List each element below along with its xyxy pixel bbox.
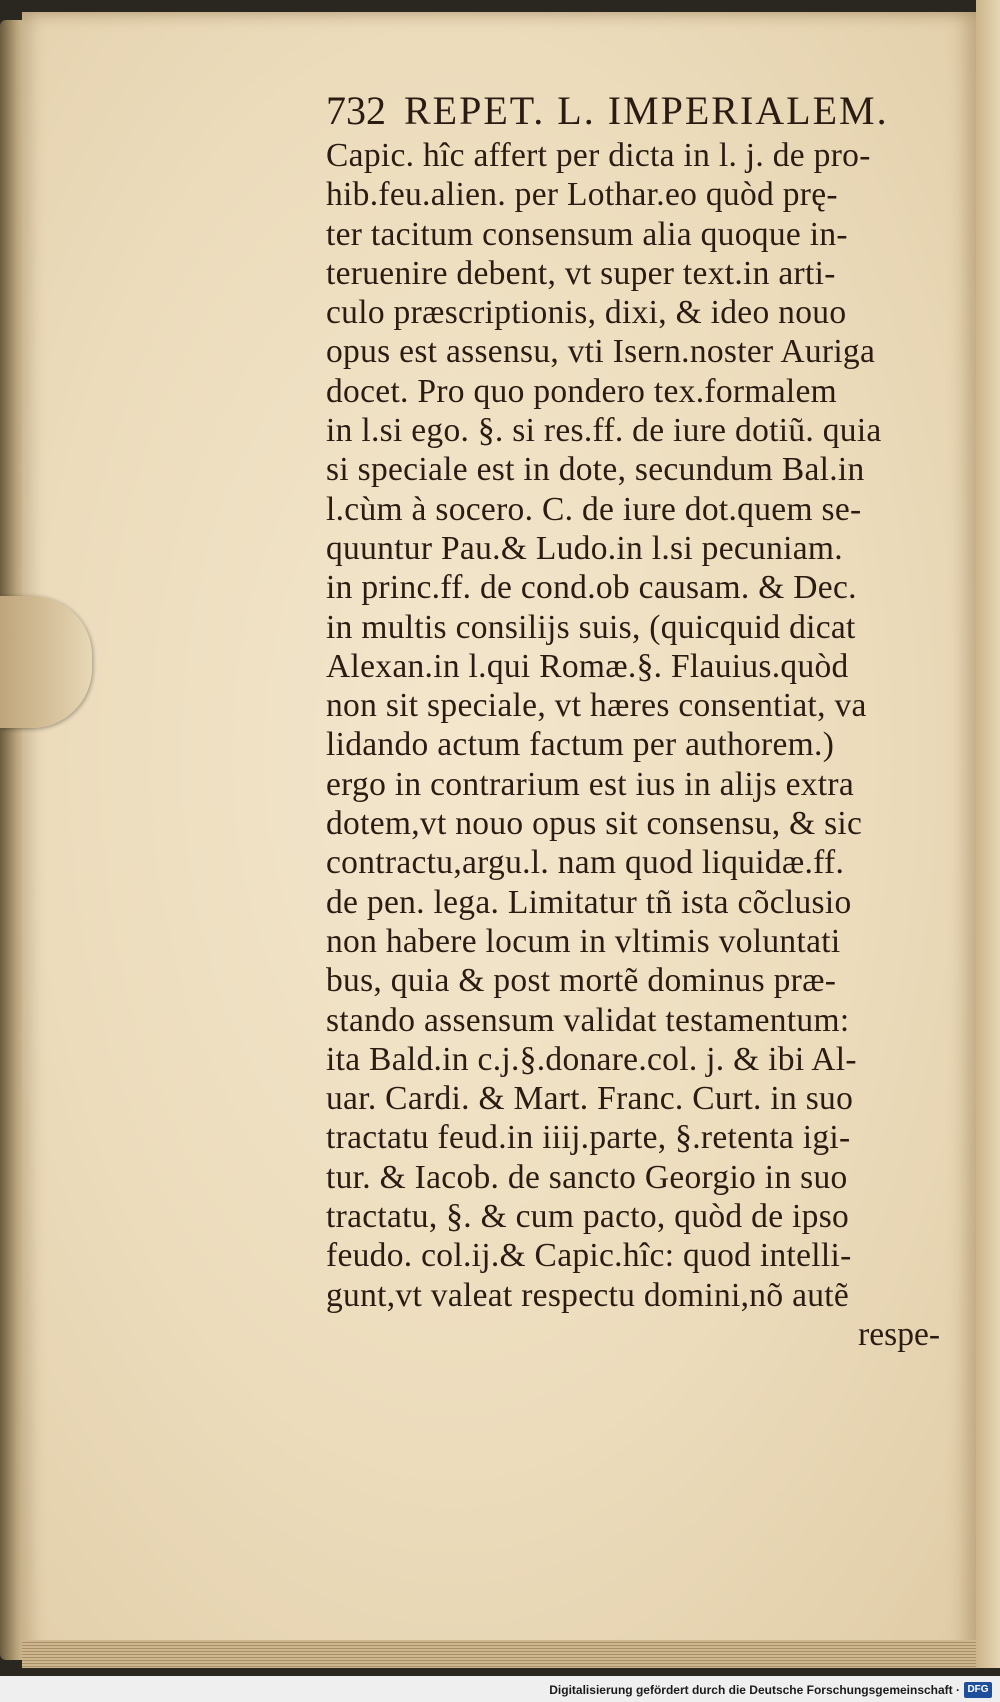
text-line: stando assensum validat testamentum:: [326, 1001, 850, 1039]
text-line: tractatu feud.in iiij.parte, §.retenta igi-: [326, 1119, 851, 1157]
text-line: opus est assensu, vti Isern.noster Auriga: [326, 333, 876, 371]
text-line: hib.feu.alien. per Lothar.eo quòd prę-: [326, 176, 838, 214]
text-line: ergo in contrarium est ius in alijs extra: [326, 765, 855, 803]
adjacent-page-strip: [976, 0, 1000, 1668]
digitization-footer: [0, 1676, 1000, 1702]
text-line: teruenire debent, vt super text.in arti-: [326, 254, 836, 292]
text-line: l.cùm à socero. C. de iure dot.quem se-: [326, 490, 862, 528]
page-bottom-edge: [22, 1640, 980, 1668]
text-line: tur. & Iacob. de sancto Georgio in suo: [326, 1158, 848, 1196]
text-line: culo præscriptionis, dixi, & ideo nouo: [326, 294, 847, 332]
text-line: Capic. hîc affert per dicta in l. j. de pro-: [326, 137, 871, 174]
text-line: feudo. col.ij.& Capic.hîc: quod intelli-: [326, 1237, 852, 1275]
text-line: uar. Cardi. & Mart. Franc. Curt. in suo: [326, 1080, 854, 1118]
text-line: ita Bald.in c.j.§.donare.col. j. & ibi Al-: [326, 1040, 857, 1078]
running-head: [326, 88, 944, 134]
text-line: non sit speciale, vt hæres consentiat, va: [326, 687, 867, 725]
text-line: in multis consilijs suis, (quicquid dicat: [326, 608, 856, 646]
catchword: respe-: [858, 1315, 940, 1353]
text-line: si speciale est in dote, secundum Bal.in: [326, 451, 865, 489]
text-line: in l.si ego. §. si res.ff. de iure dotiũ. quia: [326, 412, 882, 450]
text-line: bus, quia & post mortẽ dominus præ-: [326, 962, 837, 1000]
text-line: de pen. lega. Limitatur tñ ista cõclusio: [326, 883, 852, 921]
text-line: in princ.ff. de cond.ob causam. & Dec.: [326, 569, 857, 607]
text-line: tractatu, §. & cum pacto, quòd de ipso: [326, 1198, 850, 1236]
funding-credit: Digitalisierung gefördert durch die Deutsche Forschungsgemeinschaft ·: [549, 1683, 960, 1697]
text-line: gunt,vt valeat respectu domini,nõ autẽ: [326, 1276, 850, 1314]
text-line: non habere locum in vltimis voluntati: [326, 922, 841, 960]
text-line: lidando actum factum per authorem.): [326, 726, 835, 764]
text-line: dotem,vt nouo opus sit consensu, & sic: [326, 805, 863, 843]
text-line: docet. Pro quo pondero tex.formalem: [326, 372, 838, 410]
running-title: REPET. L. IMPERIALEM.: [404, 88, 889, 133]
page-text: [326, 88, 944, 1354]
text-line: ter tacitum consensum alia quoque in-: [326, 215, 848, 253]
dfg-logo: DFG: [964, 1682, 992, 1698]
page-number: 732: [326, 88, 386, 133]
text-line: quuntur Pau.& Ludo.in l.si pecuniam.: [326, 529, 843, 567]
text-line: contractu,argu.l. nam quod liquidæ.ff.: [326, 844, 845, 882]
text-line: Alexan.in l.qui Romæ.§. Flauius.quòd: [326, 647, 849, 685]
text-body: [326, 136, 944, 1315]
